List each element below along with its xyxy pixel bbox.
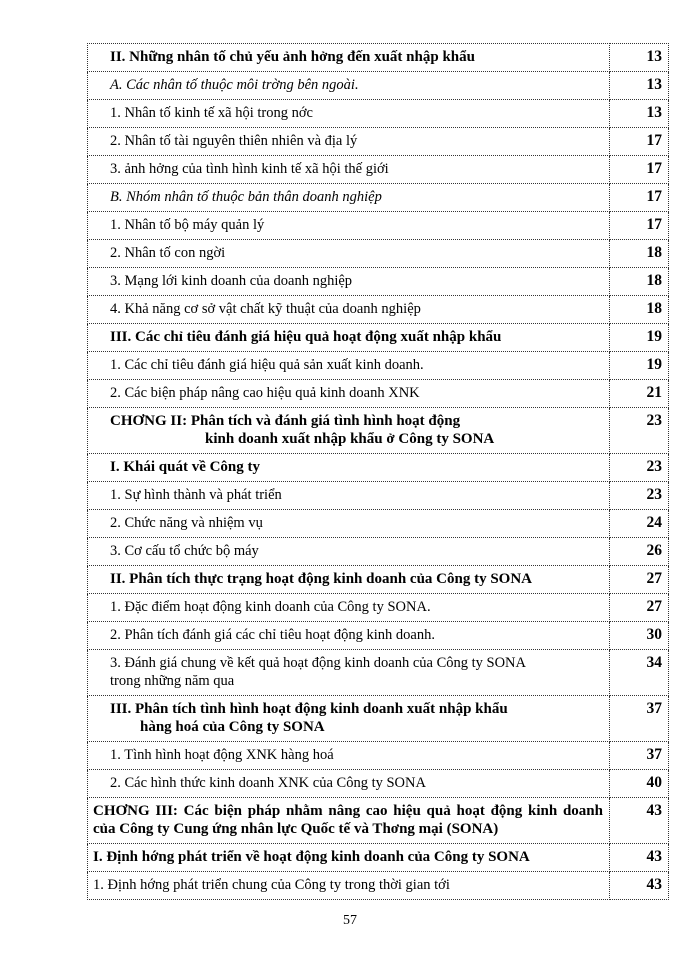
toc-entry-title: 3. ảnh hởng của tình hình kinh tế xã hội thế giới bbox=[88, 156, 610, 184]
toc-entry-title: III. Các chỉ tiêu đánh giá hiệu quả hoạt động xuất nhập khẩu bbox=[88, 324, 610, 352]
toc-entry-page: 24 bbox=[610, 510, 669, 538]
toc-entry-page: 17 bbox=[610, 156, 669, 184]
toc-row bbox=[88, 100, 669, 128]
toc-entry-title: 2. Nhân tố tài nguyên thiên nhiên và địa lý bbox=[88, 128, 610, 156]
toc-row bbox=[88, 268, 669, 296]
toc-entry-page: 37 bbox=[610, 742, 669, 770]
toc-row bbox=[88, 742, 669, 770]
toc-entry-page: 18 bbox=[610, 268, 669, 296]
toc-row bbox=[88, 538, 669, 566]
toc-entry-page: 13 bbox=[610, 44, 669, 72]
toc-entry-title: 1. Tình hình hoạt động XNK hàng hoá bbox=[88, 742, 610, 770]
toc-entry-page: 43 bbox=[610, 844, 669, 872]
toc-entry-page: 17 bbox=[610, 184, 669, 212]
toc-row bbox=[88, 566, 669, 594]
toc-entry-page: 21 bbox=[610, 380, 669, 408]
toc-row bbox=[88, 380, 669, 408]
toc-entry-page: 43 bbox=[610, 872, 669, 900]
toc-entry-line-2: trong những năm qua bbox=[110, 673, 235, 689]
toc-row-chapter bbox=[88, 408, 669, 454]
toc-entry-page: 23 bbox=[610, 454, 669, 482]
toc-entry-page: 13 bbox=[610, 72, 669, 100]
toc-row-chapter bbox=[88, 798, 669, 844]
toc-row bbox=[88, 770, 669, 798]
toc-entry-title: I. Khái quát về Công ty bbox=[88, 454, 610, 482]
toc-row bbox=[88, 324, 669, 352]
toc-entry-page: 27 bbox=[610, 566, 669, 594]
toc-entry-title bbox=[88, 696, 610, 742]
toc-entry-title: 3. Mạng lới kinh doanh của doanh nghiệp bbox=[88, 268, 610, 296]
toc-entry-line-2: kinh doanh xuất nhập khẩu ở Công ty SONA bbox=[205, 431, 495, 447]
toc-entry-page: 37 bbox=[610, 696, 669, 742]
toc-entry-title: 1. Các chỉ tiêu đánh giá hiệu quả sản xuất kinh doanh. bbox=[88, 352, 610, 380]
toc-entry-title: 1. Nhân tố kinh tế xã hội trong nớc bbox=[88, 100, 610, 128]
toc-entry-title: CHƠNG III: Các biện pháp nhằm nâng cao hiệu quả hoạt động kinh doanh của Công ty Cung ứng nhân lực Quốc tế và Thơng mại (SONA) bbox=[88, 798, 610, 844]
toc-entry-page: 30 bbox=[610, 622, 669, 650]
toc-entry-title: 3. Cơ cấu tổ chức bộ máy bbox=[88, 538, 610, 566]
toc-entry-title: 4. Khả năng cơ sở vật chất kỹ thuật của doanh nghiệp bbox=[88, 296, 610, 324]
toc-entry-page: 26 bbox=[610, 538, 669, 566]
table-of-contents bbox=[87, 43, 669, 900]
toc-entry-title: 2. Phân tích đánh giá các chỉ tiêu hoạt động kinh doanh. bbox=[88, 622, 610, 650]
toc-entry-title: 1. Định hớng phát triển chung của Công ty trong thời gian tới bbox=[88, 872, 610, 900]
toc-entry-line-2: hàng hoá của Công ty SONA bbox=[140, 719, 325, 735]
toc-row bbox=[88, 622, 669, 650]
toc-entry-page: 19 bbox=[610, 352, 669, 380]
toc-entry-page: 23 bbox=[610, 482, 669, 510]
toc-row bbox=[88, 240, 669, 268]
toc-entry-page: 27 bbox=[610, 594, 669, 622]
toc-entry-page: 40 bbox=[610, 770, 669, 798]
toc-entry-page: 18 bbox=[610, 296, 669, 324]
toc-entry-title: A. Các nhân tố thuộc môi trờng bên ngoài. bbox=[88, 72, 610, 100]
toc-entry-title: 2. Nhân tố con ngời bbox=[88, 240, 610, 268]
toc-entry-title: 1. Nhân tố bộ máy quản lý bbox=[88, 212, 610, 240]
toc-entry-title: II. Phân tích thực trạng hoạt động kinh doanh của Công ty SONA bbox=[88, 566, 610, 594]
toc-entry-title: 2. Các hình thức kinh doanh XNK của Công ty SONA bbox=[88, 770, 610, 798]
toc-entry-title: 2. Các biện pháp nâng cao hiệu quả kinh doanh XNK bbox=[88, 380, 610, 408]
toc-entry-page: 34 bbox=[610, 650, 669, 696]
toc-entry-title: II. Những nhân tố chủ yếu ảnh hởng đến xuất nhập khẩu bbox=[88, 44, 610, 72]
toc-row bbox=[88, 212, 669, 240]
toc-entry-page: 43 bbox=[610, 798, 669, 844]
toc-entry-line-1: CHƠNG II: Phân tích và đánh giá tình hình hoạt động bbox=[110, 413, 461, 429]
toc-row bbox=[88, 844, 669, 872]
toc-row bbox=[88, 44, 669, 72]
toc-entry-title: 2. Chức năng và nhiệm vụ bbox=[88, 510, 610, 538]
toc-entry-page: 13 bbox=[610, 100, 669, 128]
toc-entry-page: 19 bbox=[610, 324, 669, 352]
toc-entry-page: 17 bbox=[610, 212, 669, 240]
toc-row bbox=[88, 72, 669, 100]
toc-entry-title: B. Nhóm nhân tố thuộc bản thân doanh nghiệp bbox=[88, 184, 610, 212]
toc-entry-page: 17 bbox=[610, 128, 669, 156]
toc-entry-title bbox=[88, 408, 610, 454]
toc-row bbox=[88, 296, 669, 324]
toc-entry-line-1: III. Phân tích tình hình hoạt động kinh doanh xuất nhập khẩu bbox=[110, 701, 508, 717]
toc-entry-line-1: 3. Đánh giá chung về kết quả hoạt động kinh doanh của Công ty SONA bbox=[110, 655, 526, 671]
toc-row bbox=[88, 184, 669, 212]
toc-entry-title: I. Định hớng phát triển về hoạt động kinh doanh của Công ty SONA bbox=[88, 844, 610, 872]
toc-entry-page: 18 bbox=[610, 240, 669, 268]
toc-row bbox=[88, 454, 669, 482]
page-number: 57 bbox=[343, 913, 357, 928]
toc-row bbox=[88, 128, 669, 156]
toc-entry-title: 1. Đặc điểm hoạt động kinh doanh của Công ty SONA. bbox=[88, 594, 610, 622]
toc-entry-page: 23 bbox=[610, 408, 669, 454]
toc-row bbox=[88, 594, 669, 622]
toc-row bbox=[88, 510, 669, 538]
toc-row bbox=[88, 696, 669, 742]
toc-row bbox=[88, 482, 669, 510]
toc-row bbox=[88, 650, 669, 696]
toc-row bbox=[88, 352, 669, 380]
toc-entry-title: 1. Sự hình thành và phát triển bbox=[88, 482, 610, 510]
toc-entry-title bbox=[88, 650, 610, 696]
toc-row bbox=[88, 156, 669, 184]
toc-row bbox=[88, 872, 669, 900]
